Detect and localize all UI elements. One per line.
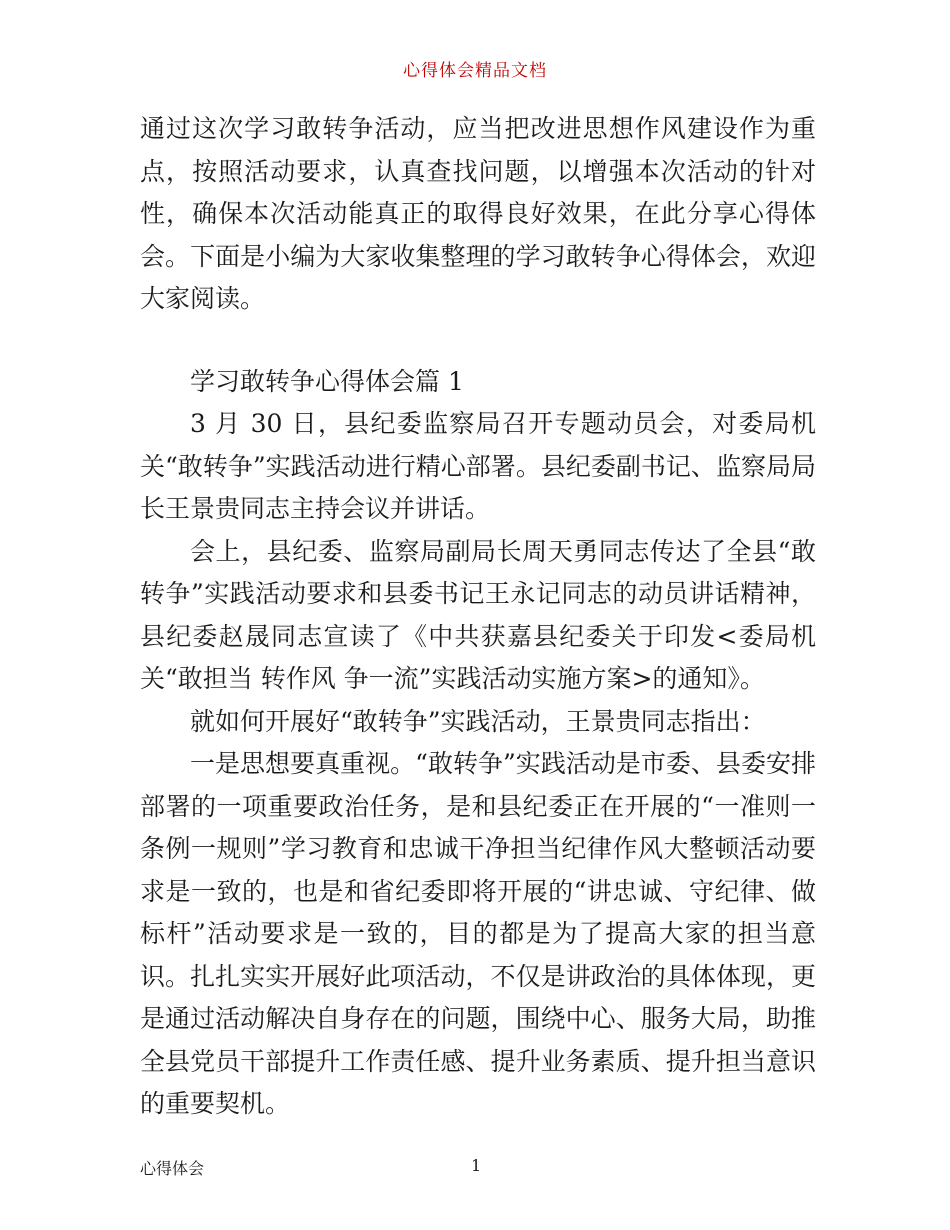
intro-paragraph: 通过这次学习敢转争活动，应当把改进思想作风建设作为重点，按照活动要求，认真查找问题，以增强本次活动的针对性，确保本次活动能真正的取得良好效果，在此分享心得体会。下面是小编为大家收集整理的学习敢转争心得体会，欢迎大家阅读。 [140, 114, 816, 313]
document-body [140, 108, 816, 1126]
page-header: 心得体会精品文档 [403, 61, 547, 81]
body-paragraph: 一是思想要真重视。“敢转争”实践活动是市委、县委安排部署的一项重要政治任务，是和县纪委正在开展的“一准则一条例一规则”学习教育和忠诚干净担当纪律作风大整顿活动要求是一致的，也是和省纪委即将开展的“讲忠诚、守纪律、做标杆”活动要求是一致的，目的都是为了提高大家的担当意识。扎扎实实开展好此项活动，不仅是讲政治的具体体现，更是通过活动解决自身存在的问题，围绕中心、服务大局，助推全县党员干部提升工作责任感、提升业务素质、提升担当意识的重要契机。 [140, 749, 816, 1118]
footer-label: 心得体会 [140, 1159, 205, 1178]
page-number: 1 [471, 1156, 482, 1175]
body-paragraph: 就如何开展好“敢转争”实践活动，王景贵同志指出： [190, 706, 766, 736]
body-paragraph: 3 月 30 日，县纪委监察局召开专题动员会，对委局机关“敢转争”实践活动进行精心部署。县纪委副书记、监察局局长王景贵同志主持会议并讲话。 [140, 409, 816, 523]
paragraph-spacer [140, 321, 816, 361]
section-title: 学习敢转争心得体会篇 1 [190, 366, 464, 396]
body-paragraph: 会上，县纪委、监察局副局长周天勇同志传达了全县“敢转争”实践活动要求和县委书记王永记同志的动员讲话精神，县纪委赵晟同志宣读了《中共获嘉县纪委关于印发<委局机关“敢担当 转作风 争一流”实践活动实施方案>的通知》。 [140, 536, 816, 693]
